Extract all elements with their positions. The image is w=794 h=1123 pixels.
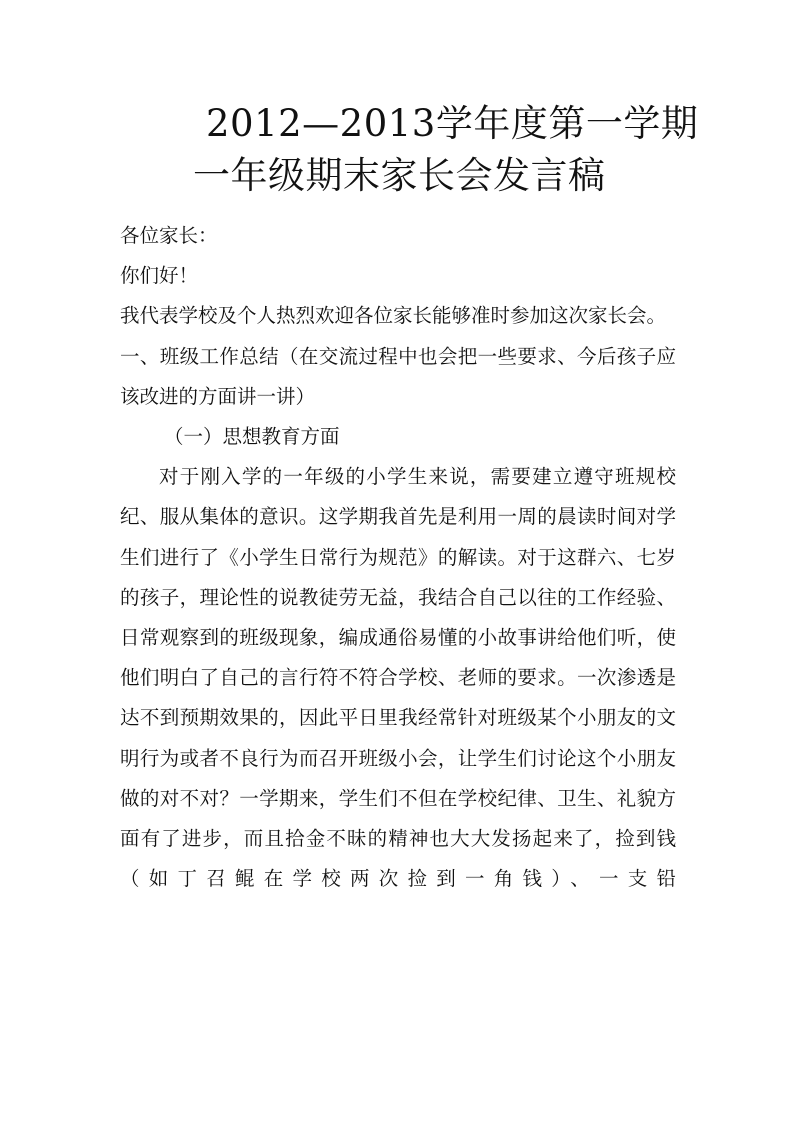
intro-paragraph: 我代表学校及个人热烈欢迎各位家长能够准时参加这次家长会。 xyxy=(120,304,667,328)
subsection-1-heading: （一）思想教育方面 xyxy=(164,425,340,449)
greeting-paragraph: 各位家长： xyxy=(120,224,218,247)
section-1-heading: 一、班级工作总结（在交流过程中也会把一些要求、今后孩子应该改进的方面讲一讲） xyxy=(120,344,676,408)
subsection-1-body: 对于刚入学的一年级的小学生来说，需要建立遵守班规校纪、服从集体的意识。这学期我首先是利用一周的晨读时间对学生们进行了《小学生日常行为规范》的解读。对于这群六、七岁的孩子，理论性的说教徒劳无益，我结合自己以往的工作经验、日常观察到的班级现象，编成通俗易懂的小故事讲给他们听，使他们明白了自己的言行符不符合学校、老师的要求。一次渗透是达不到预期效果的，因此平日里我经常针对班级某个小朋友的文明行为或者不良行为而召开班级小会，让学生们讨论这个小朋友做的对不对？一学期来，学生们不但在学校纪律、卫生、礼貌方面有了进步，而且拾金不昧的精神也大大发扬起来了，捡到钱（如丁召鲲在学校两次捡到一角钱）、一支铅 xyxy=(120,465,676,891)
document-title-line-1: 2012—2013学年度第一学期 xyxy=(206,102,699,145)
salutation-paragraph: 你们好！ xyxy=(120,264,199,288)
document-body xyxy=(120,216,676,899)
document-title-line-2: 一年级期末家长会发言稿 xyxy=(193,154,606,197)
